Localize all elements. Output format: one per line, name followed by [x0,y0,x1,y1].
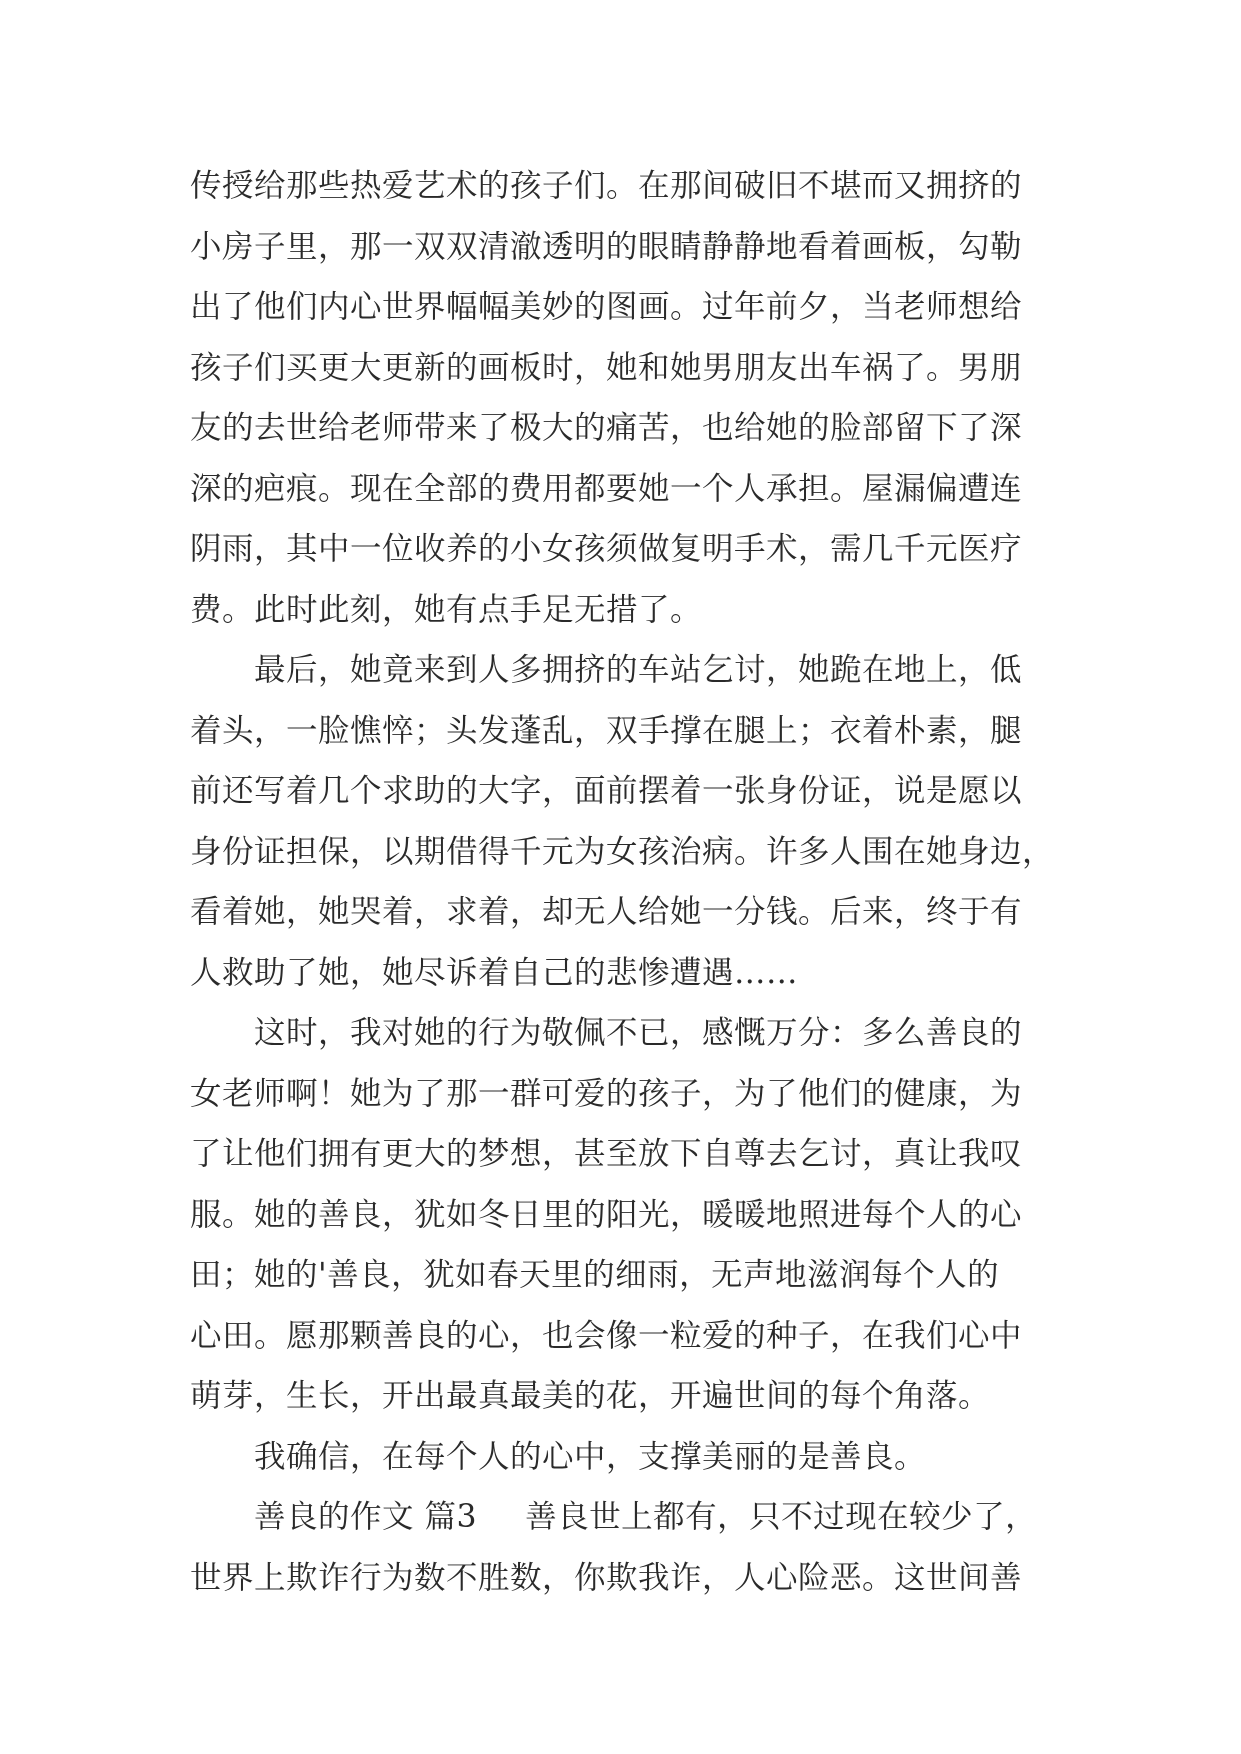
paragraph-line: 小房子里，那一双双清澈透明的眼睛静静地看着画板，勾勒 [190,228,1023,265]
paragraph-line: 最后，她竟来到人多拥挤的车站乞讨，她跪在地上，低 [254,652,1023,688]
paragraph-line: 出了他们内心世界幅幅美妙的图画。过年前夕，当老师想给 [190,289,1023,325]
paragraph-line: 身份证担保，以期借得千元为女孩治病。许多人围在她身边， [190,833,1055,870]
document-body [190,156,1055,1608]
paragraph-line: 人救助了她，她尽诉着自己的悲惨遭遇…… [190,954,799,991]
paragraph-line: 友的去世给老师带来了极大的痛苦，也给她的脸部留下了深 [190,410,1023,446]
paragraph-line: 我确信，在每个人的心中，支撑美丽的是善良。 [254,1438,927,1475]
section-heading-label: 善良的作文 篇3 [254,1499,478,1535]
section-first-line-text: 善良世上都有，只不过现在较少了， [525,1499,1038,1535]
section-heading-line [190,1487,1050,1548]
paragraph-line: 费。此时此刻，她有点手足无措了。 [190,591,703,628]
paragraph-line: 田；她的'善良，犹如春天里的细雨，无声地滋润每个人的 [190,1257,1000,1293]
paragraph-line: 了让他们拥有更大的梦想，甚至放下自尊去乞讨，真让我叹 [190,1136,1023,1172]
paragraph-line: 萌芽，生长，开出最真最美的花，开遍世间的每个角落。 [190,1378,991,1414]
paragraph-line: 心田。愿那颗善良的心，也会像一粒爱的种子，在我们心中 [190,1317,1023,1354]
paragraph-line: 深的疤痕。现在全部的费用都要她一个人承担。屋漏偏遭连 [190,470,1023,507]
paragraph-line: 孩子们买更大更新的画板时，她和她男朋友出车祸了。男朋 [190,349,1023,386]
paragraph-line: 女老师啊！她为了那一群可爱的孩子，为了他们的健康，为 [190,1075,1023,1112]
paragraph-line: 着头，一脸憔悴；头发蓬乱，双手撑在腿上；衣着朴素，腿 [190,712,1023,749]
paragraph-line: 服。她的善良，犹如冬日里的阳光，暖暖地照进每个人的心 [190,1196,1023,1233]
paragraph-line: 阴雨，其中一位收养的小女孩须做复明手术，需几千元医疗 [190,531,1023,567]
paragraph-line: 前还写着几个求助的大字，面前摆着一张身份证，说是愿以 [190,773,1023,809]
paragraph-line: 世界上欺诈行为数不胜数，你欺我诈，人心险恶。这世间善 [190,1559,1023,1596]
paragraph-line: 这时，我对她的行为敬佩不已，感慨万分：多么善良的 [254,1015,1023,1051]
paragraph-line: 看着她，她哭着，求着，却无人给她一分钱。后来，终于有 [190,894,1023,930]
paragraph-line: 传授给那些热爱艺术的孩子们。在那间破旧不堪而又拥挤的 [190,168,1023,204]
